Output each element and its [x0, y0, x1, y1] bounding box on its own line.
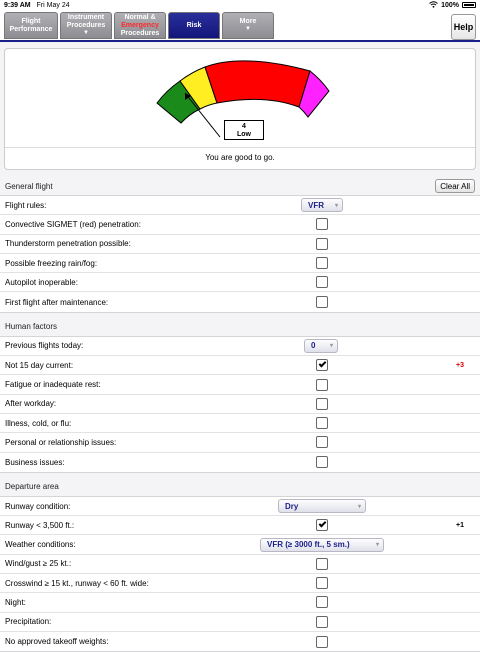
select-value: Dry: [285, 501, 299, 511]
tab-label-line1: Flight: [21, 17, 41, 25]
row-label: Crosswind ≥ 15 kt., runway < 60 ft. wide:: [5, 578, 149, 588]
row-label: Personal or relationship issues:: [5, 437, 117, 447]
row-label: Runway < 3,500 ft.:: [5, 520, 75, 530]
tab-risk[interactable]: [168, 12, 220, 39]
row-flight-rules: [0, 196, 480, 215]
section-header-human-factors: [0, 318, 480, 336]
status-time-date: [4, 2, 429, 9]
battery-icon: [462, 2, 476, 8]
tab-label-line1: More: [239, 18, 257, 25]
tab-label-line1: Instrument: [67, 14, 105, 21]
section-header-departure-area: [0, 478, 480, 496]
row-label: Precipitation:: [5, 617, 52, 627]
row-label: Business issues:: [5, 457, 65, 467]
row-label: Night:: [5, 597, 26, 607]
row-freezing-rain: [0, 254, 480, 273]
takeoff-weights-checkbox[interactable]: [316, 636, 328, 648]
row-illness: [0, 414, 480, 433]
row-convective-sigmet: [0, 215, 480, 234]
row-wind-gust: [0, 555, 480, 574]
after-workday-checkbox[interactable]: [316, 398, 328, 410]
row-business-issues: [0, 453, 480, 472]
row-label: Fatigue or inadequate rest:: [5, 380, 101, 390]
row-thunderstorm: [0, 235, 480, 254]
status-date: Fri May 24: [36, 1, 70, 9]
fatigue-checkbox[interactable]: [316, 379, 328, 391]
row-label: Thunderstorm penetration possible:: [5, 239, 131, 249]
row-autopilot: [0, 273, 480, 292]
row-label: Autopilot inoperable:: [5, 277, 78, 287]
select-value: 0: [311, 341, 316, 351]
select-value: VFR: [308, 200, 324, 210]
human-factors-group: [0, 336, 480, 473]
row-label: No approved takeoff weights:: [5, 637, 109, 647]
convective-sigmet-checkbox[interactable]: [316, 218, 328, 230]
risk-score-box: [224, 120, 264, 140]
row-after-workday: [0, 395, 480, 414]
illness-checkbox[interactable]: [316, 417, 328, 429]
crosswind-checkbox[interactable]: [316, 577, 328, 589]
chevron-down-icon: ▾: [334, 202, 338, 209]
risk-score-level: Low: [237, 131, 251, 138]
row-label: After workday:: [5, 399, 57, 409]
risk-points: +3: [456, 361, 464, 369]
row-runway-condition: [0, 497, 480, 516]
row-label: Previous flights today:: [5, 341, 84, 351]
not-15-day-current-checkbox[interactable]: [316, 359, 328, 371]
row-runway-length: [0, 516, 480, 535]
status-bar: [0, 0, 480, 10]
risk-points: +1: [456, 521, 464, 529]
chevron-down-icon: ▾: [329, 343, 333, 350]
departure-area-group: [0, 496, 480, 652]
section-title: Human factors: [5, 322, 58, 332]
row-label: Not 15 day current:: [5, 360, 74, 370]
runway-length-checkbox[interactable]: [316, 519, 328, 531]
precipitation-checkbox[interactable]: [316, 616, 328, 628]
thunderstorm-checkbox[interactable]: [316, 238, 328, 250]
tab-label-line1: Normal &: [124, 13, 156, 21]
tab-label-line2: Emergency: [121, 21, 159, 29]
clear-all-button[interactable]: Clear All: [435, 179, 475, 193]
general-flight-group: [0, 195, 480, 313]
chevron-down-icon: ▾: [357, 503, 361, 510]
row-label: Wind/gust ≥ 25 kt.:: [5, 559, 72, 569]
row-takeoff-weights: [0, 632, 480, 651]
section-title: General flight: [5, 181, 53, 191]
tab-label-line2: Performance: [9, 25, 53, 33]
wind-gust-checkbox[interactable]: [316, 558, 328, 570]
row-weather-conditions: [0, 535, 480, 554]
risk-message: You are good to go.: [205, 153, 275, 162]
divider: [5, 147, 475, 148]
tab-label-line2: Procedures: [66, 22, 106, 29]
row-first-flight-maintenance: [0, 292, 480, 311]
risk-score-value: 4: [242, 123, 246, 130]
row-label: Convective SIGMET (red) penetration:: [5, 219, 141, 229]
row-label: Weather conditions:: [5, 540, 76, 550]
row-label: Possible freezing rain/fog:: [5, 258, 98, 268]
business-issues-checkbox[interactable]: [316, 456, 328, 468]
row-precipitation: [0, 613, 480, 632]
tab-normal-emergency-procedures[interactable]: [114, 12, 166, 39]
battery-percent: 100%: [441, 1, 459, 9]
tab-instrument-procedures[interactable]: [60, 12, 112, 39]
previous-flights-select[interactable]: [304, 339, 338, 353]
section-title: Departure area: [5, 482, 59, 492]
wifi-icon: [429, 1, 438, 10]
personal-issues-checkbox[interactable]: [316, 436, 328, 448]
row-crosswind: [0, 574, 480, 593]
tab-bar: [0, 10, 480, 42]
weather-conditions-select[interactable]: [260, 538, 384, 552]
row-label: Runway condition:: [5, 501, 71, 511]
row-night: [0, 593, 480, 612]
checkmark-icon: [318, 360, 326, 368]
select-value: VFR (≥ 3000 ft., 5 sm.): [267, 540, 350, 550]
autopilot-checkbox[interactable]: [316, 276, 328, 288]
tab-label-line3: Procedures: [120, 29, 160, 37]
first-flight-maintenance-checkbox[interactable]: [316, 296, 328, 308]
help-button[interactable]: Help: [451, 14, 476, 40]
row-fatigue: [0, 375, 480, 394]
chevron-down-icon: ▼: [245, 26, 251, 32]
freezing-rain-checkbox[interactable]: [316, 257, 328, 269]
risk-gauge-panel: [4, 48, 476, 170]
night-checkbox[interactable]: [316, 596, 328, 608]
section-header-general-flight: [0, 177, 480, 195]
tab-flight-performance[interactable]: [4, 12, 58, 39]
row-not-15-day-current: [0, 356, 480, 375]
status-time: 9:39 AM: [4, 1, 31, 9]
row-label: Flight rules:: [5, 200, 47, 210]
row-label: Illness, cold, or flu:: [5, 418, 72, 428]
tab-label-line1: Risk: [186, 21, 202, 29]
tab-more[interactable]: [222, 12, 274, 39]
row-previous-flights: [0, 337, 480, 356]
chevron-down-icon: ▾: [375, 542, 379, 549]
runway-condition-select[interactable]: [278, 499, 366, 513]
row-label: First flight after maintenance:: [5, 297, 109, 307]
flight-rules-select[interactable]: [301, 198, 343, 212]
checkmark-icon: [318, 520, 326, 528]
row-personal-issues: [0, 433, 480, 452]
gauge-segment-red: [205, 61, 310, 107]
chevron-down-icon: ▼: [83, 30, 89, 36]
